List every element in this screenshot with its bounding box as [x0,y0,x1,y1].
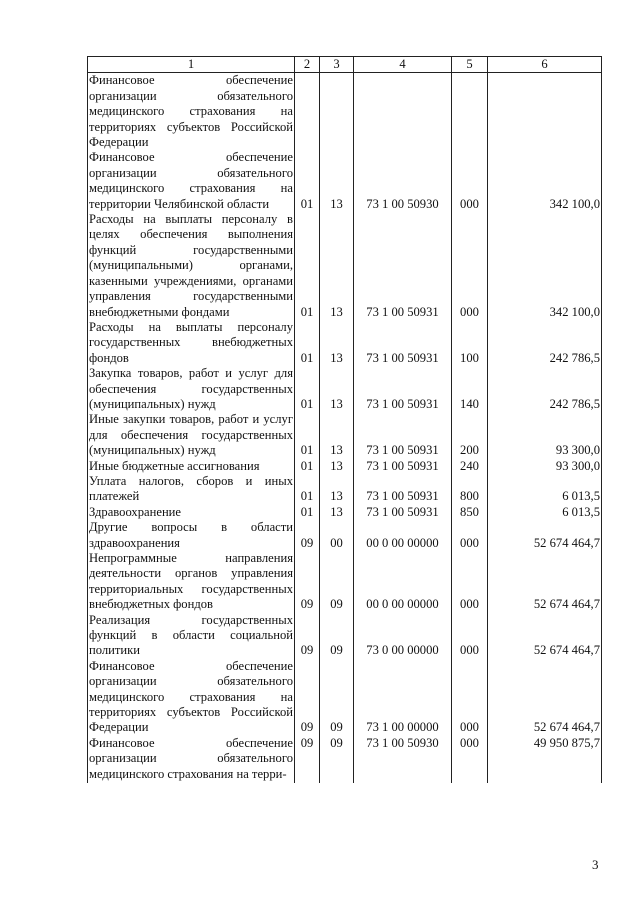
header-col-4: 4 [354,57,452,73]
row-expense-type: 000 [452,659,488,736]
row-expense-type [452,73,488,151]
row-expense-type: 240 [452,459,488,474]
header-col-6: 6 [488,57,602,73]
row-name: Здравоохранение [88,505,295,520]
header-col-1: 1 [88,57,295,73]
row-name: Финансовое обеспечение организации обязательного медицинского страхования на территориях субъектов Российской Федерации [89,658,293,735]
row-target-code: 73 1 00 50931 [354,505,452,520]
row-amount: 242 786,5 [488,320,602,366]
row-section: 09 [295,659,320,736]
row-target-code: 73 1 00 50931 [354,459,452,474]
row-subsection: 13 [320,459,354,474]
row-name: Финансовое обеспечение организации обязательного медицинского страхования на территории Челябинской области [89,150,293,211]
page-number: 3 [592,857,599,872]
row-subsection: 13 [320,212,354,320]
table-row [88,320,602,366]
row-name: Закупка товаров, работ и услуг для обеспечения государственных (муниципальных) нужд [89,366,293,411]
row-expense-type: 000 [452,613,488,659]
row-amount: 52 674 464,7 [488,613,602,659]
header-col-2: 2 [295,57,320,73]
row-target-code: 73 1 00 50930 [354,736,452,783]
row-section: 01 [295,150,320,212]
row-target-code: 73 1 00 50931 [354,474,452,505]
header-col-3: 3 [320,57,354,73]
row-subsection: 13 [320,150,354,212]
table-row [88,412,602,458]
row-name: Финансовое обеспечение организации обязательного медицинского страхования на территориях субъектов Российской Федерации [89,73,293,150]
row-name: Расходы на выплаты персоналу государственных внебюджетных фондов [89,319,293,365]
row-name: Реализация государственных функций в области социальной политики [89,612,293,658]
row-target-code: 73 1 00 50930 [354,150,452,212]
row-expense-type: 000 [452,520,488,551]
row-subsection: 13 [320,366,354,412]
table-row [88,73,602,151]
row-name: Иные закупки товаров, работ и услуг для обеспечения государственных (муниципальных) нужд [89,412,293,458]
row-name: Расходы на выплаты персоналу в целях обеспечения выполнения функций государственными (муниципальными) органами, казенными учреждениями, органами управления государственными внебюджетными фондами [89,212,293,319]
row-target-code: 73 1 00 50931 [354,212,452,320]
row-section [295,73,320,151]
row-section: 01 [295,505,320,520]
row-amount: 49 950 875,7 [488,736,602,783]
row-section: 09 [295,520,320,551]
row-name: Непрограммные направления деятельности органов управления территориальных государственных внебюджетных фондов [89,551,293,612]
row-expense-type: 140 [452,366,488,412]
row-subsection: 09 [320,551,354,613]
row-target-code: 73 1 00 50931 [354,366,452,412]
row-subsection: 13 [320,505,354,520]
row-expense-type: 100 [452,320,488,366]
table-row [88,659,602,736]
row-name: Уплата налогов, сборов и иных платежей [89,473,293,504]
row-expense-type: 000 [452,150,488,212]
row-expense-type: 200 [452,412,488,458]
row-subsection: 13 [320,320,354,366]
row-name: Иные бюджетные ассигнования [88,459,295,474]
row-amount [488,73,602,151]
table-body [88,73,602,783]
table-row [88,736,602,783]
row-section: 01 [295,459,320,474]
row-subsection [320,73,354,151]
row-target-code: 73 1 00 50931 [354,412,452,458]
row-expense-type: 000 [452,551,488,613]
row-amount: 52 674 464,7 [488,520,602,551]
table-row [88,459,602,474]
table-row [88,505,602,520]
header-row [88,57,602,73]
table-row [88,212,602,320]
table-row [88,551,602,613]
row-target-code: 73 1 00 00000 [354,659,452,736]
row-section: 09 [295,736,320,783]
row-expense-type: 000 [452,212,488,320]
row-expense-type: 000 [452,736,488,783]
table-row [88,366,602,412]
budget-table [87,56,602,783]
row-section: 01 [295,366,320,412]
header-col-5: 5 [452,57,488,73]
row-expense-type: 800 [452,474,488,505]
row-amount: 52 674 464,7 [488,659,602,736]
table-row [88,150,602,212]
row-target-code: 00 0 00 00000 [354,520,452,551]
row-target-code: 73 0 00 00000 [354,613,452,659]
row-amount: 342 100,0 [488,150,602,212]
row-amount: 342 100,0 [488,212,602,320]
row-subsection: 00 [320,520,354,551]
row-section: 01 [295,212,320,320]
row-section: 01 [295,320,320,366]
row-subsection: 13 [320,474,354,505]
table-row [88,474,602,505]
row-amount: 242 786,5 [488,366,602,412]
row-amount: 6 013,5 [488,474,602,505]
row-target-code: 73 1 00 50931 [354,320,452,366]
row-expense-type: 850 [452,505,488,520]
row-target-code: 00 0 00 00000 [354,551,452,613]
row-amount: 93 300,0 [488,412,602,458]
row-section: 09 [295,613,320,659]
table-row [88,613,602,659]
row-subsection: 09 [320,659,354,736]
row-amount: 6 013,5 [488,505,602,520]
row-amount: 93 300,0 [488,459,602,474]
table-header [88,57,602,73]
row-name: Финансовое обеспечение организации обязательного медицинского страхования на терри- [88,736,295,783]
row-subsection: 09 [320,736,354,783]
row-amount: 52 674 464,7 [488,551,602,613]
row-name: Другие вопросы в области здравоохранения [89,520,293,550]
row-subsection: 13 [320,412,354,458]
row-section: 09 [295,551,320,613]
row-target-code [354,73,452,151]
row-subsection: 09 [320,613,354,659]
row-section: 01 [295,474,320,505]
table-row [88,520,602,551]
row-section: 01 [295,412,320,458]
